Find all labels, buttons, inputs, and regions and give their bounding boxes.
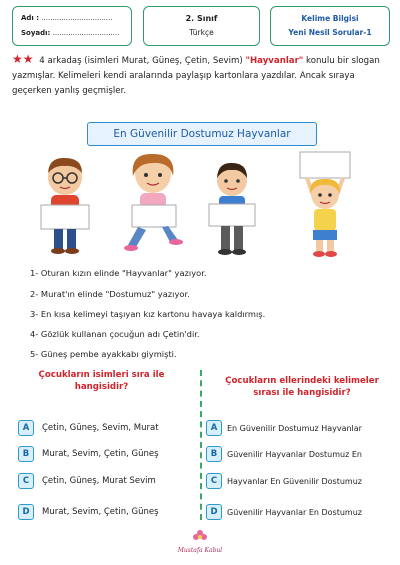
option-letter: A: [18, 420, 34, 436]
intro-part1: 4 arkadaş (isimleri Murat, Güneş, Çetin, Sevim): [39, 56, 246, 66]
kid-sign-overhead-girl-image: [295, 150, 355, 258]
statement-2: 2- Murat'ın elinde "Dostumuz" yazıyor.: [30, 289, 190, 299]
option-letter: B: [18, 446, 34, 462]
option-left-a[interactable]: [18, 418, 159, 438]
statement-3: 3- En kısa kelimeyi taşıyan kız kartonu havaya kaldırmış.: [30, 309, 266, 319]
option-letter: B: [206, 446, 222, 462]
question-left: Çocukların isimleri sıra ile hangisidir?: [38, 370, 165, 392]
surname-row[interactable]: [21, 29, 119, 37]
option-text: Çetin, Güneş, Sevim, Murat: [42, 423, 159, 433]
option-text: Hayvanlar En Güvenilir Dostumuz: [227, 476, 362, 486]
option-text: En Güvenilir Dostumuz Hayvanlar: [227, 423, 362, 433]
statement-4: 4- Gözlük kullanan çocuğun adı Çetin'dir.: [30, 329, 200, 339]
flower-icon: [192, 529, 208, 543]
name-row[interactable]: [21, 14, 113, 22]
kid-boy-image: [205, 162, 260, 257]
option-left-c[interactable]: [18, 471, 156, 491]
option-text: Çetin, Güneş, Murat Sevim: [42, 476, 156, 486]
surname-label: Soyadı:: [21, 29, 51, 37]
slogan-title: En Güvenilir Dostumuz Hayvanlar: [87, 122, 317, 146]
option-letter: D: [206, 504, 222, 520]
name-label: Adı :: [21, 14, 40, 22]
option-letter: D: [18, 504, 34, 520]
option-text: Murat, Sevim, Çetin, Güneş: [42, 507, 159, 517]
option-right-a[interactable]: [206, 418, 362, 438]
option-right-d[interactable]: [206, 502, 362, 522]
surname-dots: ..............................: [52, 29, 120, 37]
grade-text: 2. Sınıf: [185, 14, 218, 23]
option-text: Murat, Sevim, Çetin, Güneş: [42, 449, 159, 459]
subject-text: Türkçe: [189, 28, 214, 37]
topic-box: [270, 6, 390, 46]
intro-quoted-word: "Hayvanlar": [245, 56, 304, 66]
topic-subtitle: Yeni Nesil Sorular-1: [288, 28, 372, 37]
option-letter: A: [206, 420, 222, 436]
signature-text: Mustafa Kabul: [177, 547, 223, 554]
option-text: Güvenilir Hayvanlar En Dostumuz: [227, 507, 362, 517]
option-left-b[interactable]: [18, 444, 159, 464]
intro-paragraph: [12, 52, 390, 99]
student-info-box: [12, 6, 132, 46]
signature-logo: [175, 528, 225, 554]
option-right-b[interactable]: [206, 444, 362, 464]
star-icon: ★: [12, 52, 23, 66]
topic-title: Kelime Bilgisi: [301, 14, 359, 23]
statement-5: 5- Güneş pembe ayakkabı giymişti.: [30, 349, 177, 359]
option-letter: C: [206, 473, 222, 489]
intro-part2: konulu bir slogan yazmışlar. Kelimeleri kendi aralarında paylaşıp kartonlara yazdılar. Ancak sıraya geçerken yanlış geçmişler.: [12, 56, 380, 96]
option-left-d[interactable]: [18, 502, 159, 522]
option-right-c[interactable]: [206, 471, 362, 491]
grade-box: [143, 6, 260, 46]
question-right: Çocukların ellerindeki kelimeler sırası ile hangisidir?: [225, 376, 379, 398]
kid-sitting-girl-image: [118, 150, 188, 255]
option-text: Güvenilir Hayvanlar Dostumuz En: [227, 449, 362, 459]
star-icon: ★: [22, 52, 34, 66]
statement-1: 1- Oturan kızın elinde "Hayvanlar" yazıyor.: [30, 268, 207, 278]
option-letter: C: [18, 473, 34, 489]
column-divider: [200, 370, 202, 520]
name-dots: ................................: [41, 14, 113, 22]
kid-glasses-boy-image: [35, 155, 95, 255]
kids-illustration: [0, 150, 400, 260]
